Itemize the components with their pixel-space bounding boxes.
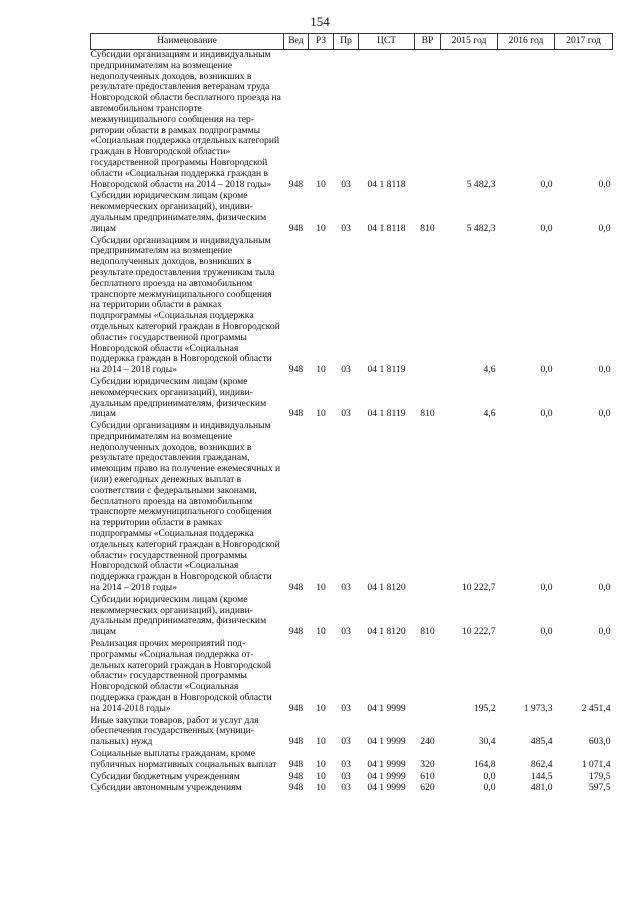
cell-name: Реализация прочих мероприятий подпрограммы «Социальная поддержка отдельных категорий граждан в Новгородской области» государственной программы Новгородской области «Социальная поддержка граждан в Новгородской области на 2014-2018 годы»	[90, 638, 272, 714]
cell-rz: 10	[316, 178, 326, 190]
cell-2015: 0,0	[483, 782, 496, 794]
col-header-2015: 2015 год	[441, 34, 498, 50]
cell-name: Социальные выплаты гражданам, кроме публичных нормативных социальных выплат	[90, 748, 277, 770]
cell-vr: 610	[420, 770, 435, 782]
cell-2017: 0,0	[598, 222, 611, 234]
cell-2015: 4,6	[483, 408, 496, 420]
cell-2016: 0,0	[540, 178, 553, 190]
table-row	[91, 191, 613, 235]
cell-2016: 0,0	[540, 408, 553, 420]
cell-ved: 948	[288, 626, 304, 638]
cell-name: Субсидии автономным учреждениям	[90, 782, 242, 794]
cell-name: Субсидии организациям и индивидуальным предпринимателям на возмещение недополученных доходов, возникших в результате предоставления труженикам тыла бесплатного проезда на автомобильном транспорте межмуниципального сообщения на территории области в рамках подпрограммы «Социальная поддержка отдельных категорий граждан в Новгородской области» государственной программы Новгородской области «Социальная поддержка граждан в Новгородской области на 2014 – 2018 годы»	[90, 234, 280, 376]
cell-cst: 04 1 9999	[367, 782, 406, 794]
cell-pr: 03	[341, 222, 351, 234]
cell-2017: 179,5	[588, 770, 611, 782]
cell-2015: 4,6	[483, 364, 496, 376]
cell-2015: 195,2	[473, 702, 496, 714]
page-number: 154	[310, 14, 330, 29]
col-header-pr: Пр	[334, 34, 359, 50]
cell-vr: 620	[420, 782, 435, 794]
cell-2015: 0,0	[483, 770, 496, 782]
table-row	[91, 377, 613, 421]
cell-2016: 1 973,3	[523, 702, 553, 714]
cell-pr: 03	[341, 178, 351, 190]
col-header-name: Наименование	[91, 34, 284, 50]
cell-2015: 10 222,7	[461, 582, 496, 594]
table-row	[91, 716, 613, 749]
cell-rz: 10	[316, 408, 326, 420]
cell-vr	[415, 421, 441, 595]
table-row	[91, 50, 613, 192]
cell-pr: 03	[341, 582, 351, 594]
cell-vr: 810	[420, 408, 435, 420]
cell-rz: 10	[316, 770, 326, 782]
cell-rz: 10	[316, 758, 326, 770]
cell-ved: 948	[288, 222, 304, 234]
cell-cst: 04 1 8120	[367, 582, 406, 594]
cell-cst: 04 1 8118	[367, 222, 406, 234]
cell-pr: 03	[341, 736, 351, 748]
cell-ved: 948	[288, 582, 304, 594]
col-header-2016: 2016 год	[498, 34, 555, 50]
cell-name: Субсидии юридическим лицам (кроме некоммерческих организаций), индивидуальным предпринимателям, физическим лицам	[90, 593, 267, 638]
cell-2016: 0,0	[540, 626, 553, 638]
cell-vr: 240	[420, 736, 435, 748]
cell-cst: 04 1 9999	[367, 736, 406, 748]
cell-cst: 04 1 8118	[367, 178, 406, 190]
cell-2017: 0,0	[598, 408, 611, 420]
cell-rz: 10	[316, 582, 326, 594]
table-row	[91, 749, 613, 772]
col-header-cst: ЦСТ	[359, 34, 415, 50]
cell-2017: 597,5	[588, 782, 611, 794]
col-header-2017: 2017 год	[555, 34, 613, 50]
cell-2017: 0,0	[598, 626, 611, 638]
cell-pr: 03	[341, 770, 351, 782]
cell-ved: 948	[288, 178, 304, 190]
cell-2015: 5 482,3	[466, 222, 496, 234]
cell-rz: 10	[316, 364, 326, 376]
cell-2016: 862,4	[530, 758, 553, 770]
cell-name: Субсидии организациям и индивидуальным предпринимателям на возмещение недополученных доходов, возникших в результате предоставления ветеранам труда Новгородской области бесплатного проезда на автомобильном транспорте межмуниципального сообщения на территории области в рамках подпрограммы «Социальная поддержка отдельных категорий граждан в Новгородской области» государственной программы Новгородской области «Социальная поддержка граждан в Новгородской области на 2014 – 2018 годы»	[90, 49, 281, 190]
cell-2015: 5 482,3	[466, 178, 496, 190]
cell-vr	[415, 50, 441, 192]
cell-2017: 1 071,4	[581, 758, 611, 770]
table-row	[91, 639, 613, 716]
cell-2015: 10 222,7	[461, 626, 496, 638]
col-header-ved: Вед	[284, 34, 309, 50]
cell-cst: 04 1 9999	[367, 702, 406, 714]
cell-2017: 0,0	[598, 364, 611, 376]
table-row	[91, 783, 613, 795]
cell-cst: 04 1 8119	[367, 408, 406, 420]
cell-pr: 03	[341, 782, 351, 794]
cell-pr: 03	[341, 758, 351, 770]
col-header-rz: РЗ	[309, 34, 334, 50]
table-row	[91, 236, 613, 377]
cell-cst: 04 1 8120	[367, 626, 406, 638]
cell-ved: 948	[288, 758, 304, 770]
cell-2016: 481,0	[530, 782, 553, 794]
cell-vr: 320	[420, 758, 435, 770]
table-header-row	[91, 34, 613, 50]
cell-2016: 0,0	[540, 222, 553, 234]
cell-rz: 10	[316, 736, 326, 748]
cell-pr: 03	[341, 626, 351, 638]
cell-2016: 0,0	[540, 364, 553, 376]
cell-2017: 0,0	[598, 178, 611, 190]
cell-2015: 30,4	[478, 736, 496, 748]
cell-vr: 810	[420, 626, 435, 638]
cell-2016: 485,4	[530, 736, 553, 748]
cell-ved: 948	[288, 408, 304, 420]
cell-name: Иные закупки товаров, работ и услуг для обеспечения государственных (муниципальных) нужд	[90, 714, 259, 748]
table-row	[91, 595, 613, 639]
cell-name: Субсидии организациям и индивидуальным предпринимателям на возмещение недополученных доходов, возникших в результате предоставления гражданам, имеющим право на получение ежемесячных и (или) ежегодных денежных выплат в соответствии с федеральными законами, бесплатного проезда на автомобильном транспорте межмуниципального сообщения на территории области в рамках подпрограммы «Социальная поддержка отдельных категорий граждан в Новгородской области» государственной программы Новгородской области «Социальная поддержка граждан в Новгородской области на 2014 – 2018 годы»	[90, 420, 281, 594]
cell-2016: 144,5	[530, 770, 553, 782]
cell-cst: 04 1 9999	[367, 770, 406, 782]
cell-ved: 948	[288, 782, 304, 794]
cell-pr: 03	[341, 702, 351, 714]
cell-2017: 2 451,4	[581, 702, 611, 714]
cell-2017: 603,0	[588, 736, 611, 748]
budget-table	[90, 33, 613, 795]
cell-cst: 04 1 9999	[367, 758, 406, 770]
cell-name: Субсидии юридическим лицам (кроме некоммерческих организаций), индивидуальным предпринимателям, физическим лицам	[90, 190, 267, 234]
cell-pr: 03	[341, 364, 351, 376]
cell-vr: 810	[420, 222, 435, 234]
cell-ved: 948	[288, 736, 304, 748]
cell-rz: 10	[316, 702, 326, 714]
cell-pr: 03	[341, 408, 351, 420]
cell-rz: 10	[316, 222, 326, 234]
cell-ved: 948	[288, 364, 304, 376]
cell-cst: 04 1 8119	[367, 364, 406, 376]
col-header-vr: ВР	[415, 34, 441, 50]
cell-name: Субсидии юридическим лицам (кроме некоммерческих организаций), индивидуальным предпринимателям, физическим лицам	[90, 375, 267, 420]
cell-ved: 948	[288, 770, 304, 782]
cell-name: Субсидии бюджетным учреждениям	[90, 770, 240, 782]
cell-ved: 948	[288, 702, 304, 714]
cell-vr	[415, 639, 441, 716]
cell-2017: 0,0	[598, 582, 611, 594]
table-row	[91, 421, 613, 595]
cell-2016: 0,0	[540, 582, 553, 594]
cell-rz: 10	[316, 782, 326, 794]
cell-rz: 10	[316, 626, 326, 638]
cell-vr	[415, 236, 441, 377]
cell-2015: 164,8	[473, 758, 496, 770]
